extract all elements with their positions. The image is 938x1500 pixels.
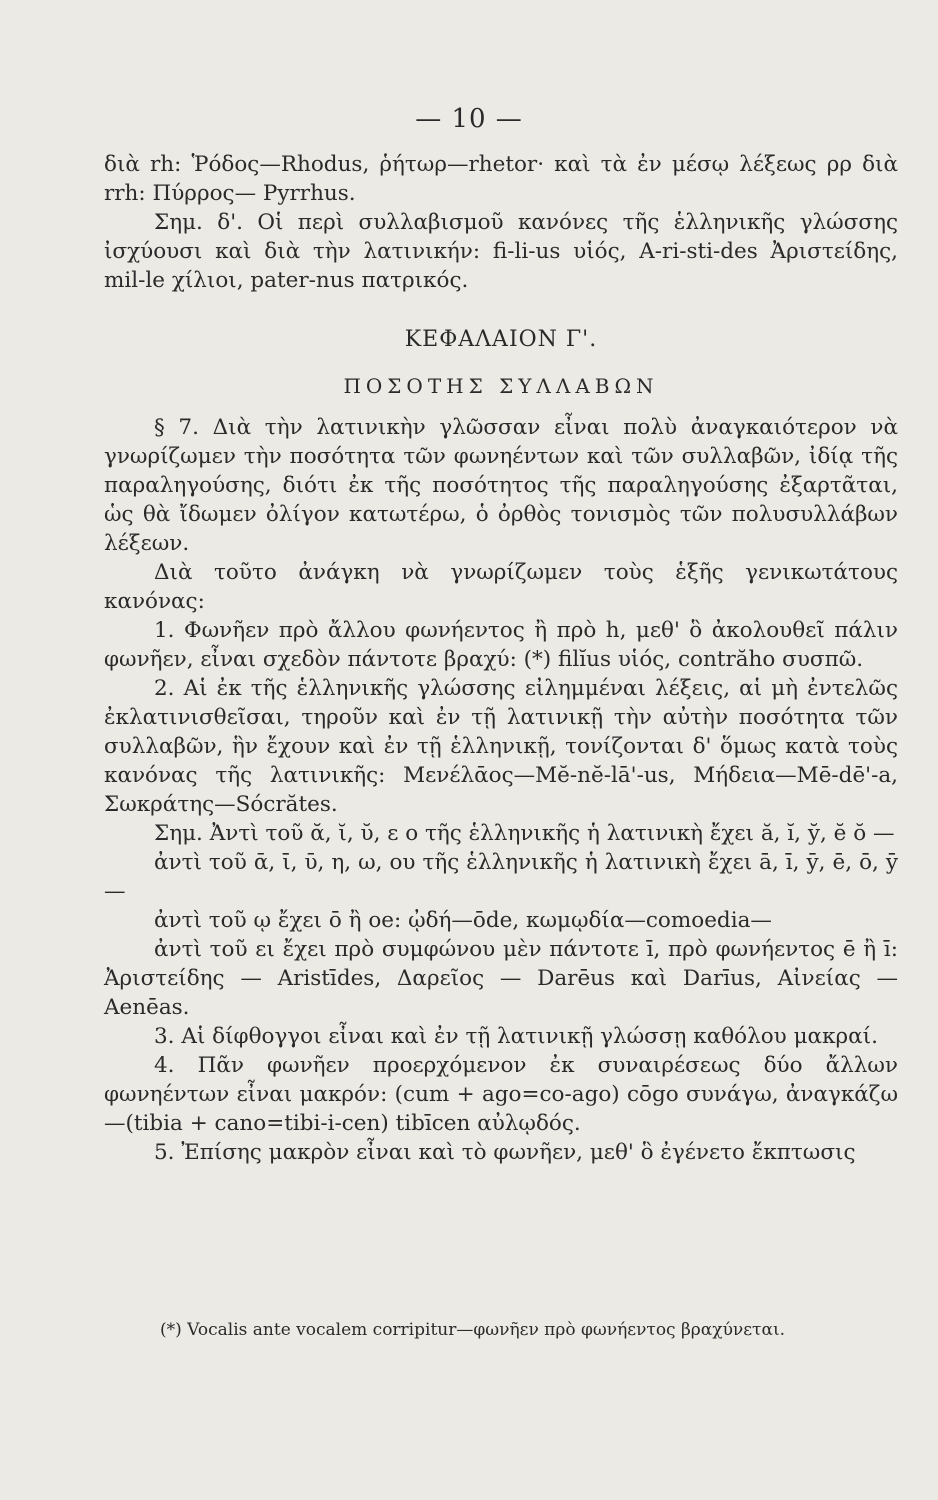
footnote-divider <box>160 1312 280 1313</box>
rule-4: 4. Πᾶν φωνῆεν προερχόμενον ἐκ συναιρέσεως δύο ἄλλων φωνηέντων εἶναι μακρόν: (cum + ago=co-ago) cōgo συνάγω, ἀναγκάζω—(tibia + cano=tibi-i-cen) tibīcen αὐλῳδός. <box>104 1053 898 1136</box>
paragraph: ἀντὶ τοῦ ᾱ, ῑ, ῡ, η, ω, ου τῆς ἑλληνικῆς ἡ λατινικὴ ἔχει ā, ī, ȳ, ē, ō, ȳ — <box>104 850 898 904</box>
intro-paragraph-1: διὰ rh: Ῥόδος—Rhodus, ῥήτωρ—rhetor· καὶ τὰ ἐν μέσῳ λέξεως ρρ διὰ rrh: Πύρρος— Pyrrhus. <box>104 152 898 206</box>
paragraph: Διὰ τοῦτο ἀνάγκη νὰ γνωρίζωμεν τοὺς ἑξῆς γενικωτάτους κανόνας: <box>104 560 898 614</box>
paragraph: § 7. Διὰ τὴν λατινικὴν γλῶσσαν εἶναι πολὺ ἀναγκαιότερον νὰ γνωρίζωμεν τὴν ποσότητα τῶν φωνηέντων καὶ τῶν συλλαβῶν, ἰδίᾳ τῆς παραληγούσης, διότι ἐκ τῆς ποσότητος τῆς παραληγούσης ἐξαρτᾶται, ὡς θὰ ἴδωμεν ὀλίγον κατωτέρω, ὁ ὀρθὸς τονισμὸς τῶν πολυσυλλάβων λέξεων. <box>104 415 898 556</box>
rule-1: 1. Φωνῆεν πρὸ ἄλλου φωνήεντος ἢ πρὸ h, μεθ' ὃ ἀκολουθεῖ πάλιν φωνῆεν, εἶναι σχεδὸν πάντοτε βραχύ: (*) filĭus υἱός, contrăho συσπῶ. <box>104 618 898 672</box>
page-number: — 10 — <box>415 104 523 134</box>
paragraph: ἀντὶ τοῦ ει ἔχει πρὸ συμφώνου μὲν πάντοτε ī, πρὸ φωνήεντος ē ἢ ī: Ἀριστείδης — Aristīdes, Δαρεῖος — Darēus καὶ Darīus, Αἰνείας — Aenēas. <box>104 937 898 1020</box>
rule-5: 5. Ἐπίσης μακρὸν εἶναι καὶ τὸ φωνῆεν, μεθ' ὃ ἐγένετο ἔκπτωσις <box>154 1140 856 1165</box>
note-paragraph: Σημ. Ἀντὶ τοῦ ᾰ, ῐ, ῠ, ε ο τῆς ἑλληνικῆς ἡ λατινικὴ ἔχει ă, ĭ, y̆, ĕ ŏ — <box>154 821 895 846</box>
rule-3: 3. Αἱ δίφθογγοι εἶναι καὶ ἐν τῇ λατινικῇ γλώσσῃ καθόλου μακραί. <box>154 1024 878 1049</box>
paragraph: ἀντὶ τοῦ ῳ ἔχει ō ἢ oe: ᾠδή—ōde, κωμῳδία—comoedia— <box>154 908 772 933</box>
intro-paragraph-2: Σημ. δ'. Οἱ περὶ συλλαβισμοῦ κανόνες τῆς ἑλληνικῆς γλώσσης ἰσχύουσι καὶ διὰ τὴν λατινικήν: fi-li-us υἱός, A-ri-sti-des Ἀριστείδης, mil-le χίλιοι, pater-nus πατρικός. <box>104 210 898 293</box>
section-title: ΠΟΣΟΤΗΣ ΣΥΛΛΑΒΩΝ <box>343 374 659 398</box>
chapter-title: ΚΕΦΑΛΑΙΟΝ Γ'. <box>404 327 598 352</box>
footnote: (*) Vocalis ante vocalem corripitur—φωνῆεν πρὸ φωνήεντος βραχύνεται. <box>160 1320 786 1340</box>
page-body <box>104 150 898 1167</box>
rule-2: 2. Αἱ ἐκ τῆς ἑλληνικῆς γλώσσης εἰλημμέναι λέξεις, αἱ μὴ ἐντελῶς ἐκλατινισθεῖσαι, τηροῦν καὶ ἐν τῇ λατινικῇ τὴν αὐτὴν ποσότητα τῶν συλλαβῶν, ἣν ἔχουν καὶ ἐν τῇ ἑλληνικῇ, τονίζονται δ' ὅμως κατὰ τοὺς κανόνας τῆς λατινικῆς: Μενέλᾱος—Mĕ-nĕ-lā'-us, Μήδεια—Mē-dē'-a, Σωκράτης—Sócrătes. <box>104 676 898 817</box>
